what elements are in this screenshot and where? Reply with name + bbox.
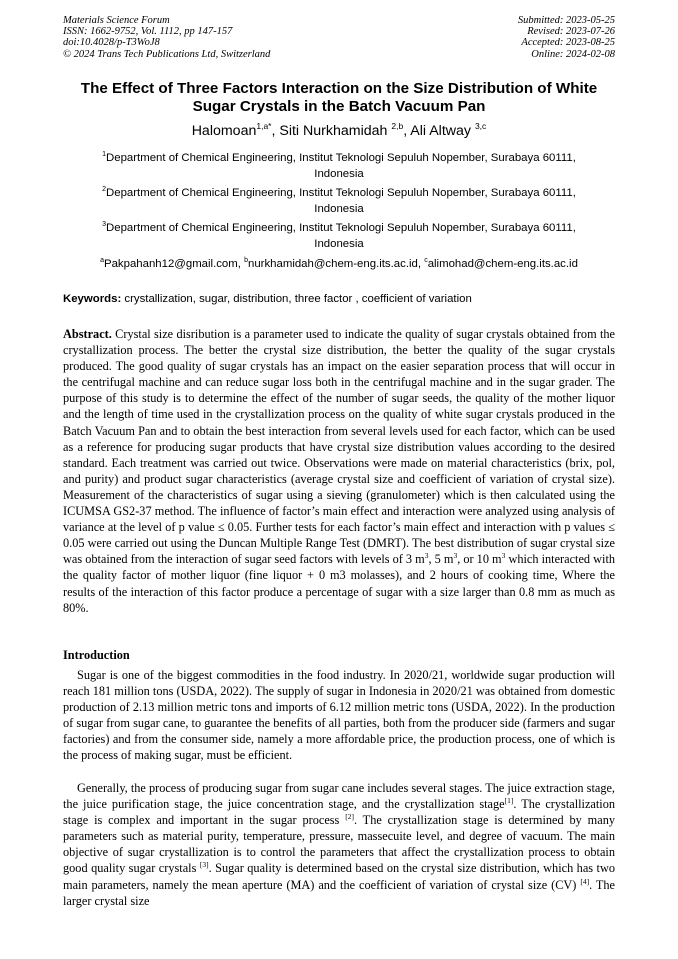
affiliation (72, 185, 606, 217)
paragraph-text: . Sugar quality is determined based on the crystal size distribution, which has two main parameters, namely the mean aperture (MA) and the coefficient of variation of crystal size (CV) (63, 861, 615, 892)
affiliation-country: Indonesia (314, 238, 364, 250)
affiliation-marker: 3 (102, 221, 107, 228)
affiliation-country: Indonesia (314, 203, 364, 215)
citation[interactable]: [3] (199, 860, 209, 870)
paragraph-text: Generally, the process of producing sugar from sugar cane includes several stages. The juice extraction stage, the juice purification stage, the juice concentration stage, and the crystallization stage (63, 781, 615, 812)
author-affiliation-marker: 2,b (391, 121, 404, 131)
paragraph-text: . The crystallization stage is complex and important in the sugar process (63, 797, 616, 828)
paragraph-text: . The crystallization stage is determined by many parameters such as material purity, temperature, pressure, massecuite level, and degree of vacuum. The main objective of sugar crystallization is to control the parameters that affect the crystallization process to obtain good quality sugar crystals (63, 813, 616, 876)
date-revised: Revised: 2023-07-26 (527, 26, 615, 38)
email-address[interactable]: Pakpahanh12@gmail.com, (103, 258, 245, 270)
keywords-text: crystallization, sugar, distribution, three factor , coefficient of variation (121, 293, 472, 305)
date-submitted: Submitted: 2023-05-25 (517, 15, 615, 26)
affiliation-country: Indonesia (314, 168, 364, 180)
citation[interactable]: [2] (345, 812, 354, 822)
email-marker: b (244, 257, 248, 264)
abstract-text: , 5 m (428, 552, 454, 567)
affiliation-marker: 1 (102, 151, 107, 158)
author-list (40, 122, 638, 140)
author-affiliation-marker: 1,a* (256, 121, 272, 131)
date-accepted: Accepted: 2023-08-25 (521, 37, 615, 49)
publication-dates (518, 15, 615, 60)
journal-info (63, 15, 270, 60)
email-address[interactable]: alimohad@chem-eng.its.ac.id (427, 258, 578, 270)
author-affiliation-marker: 3,c (474, 121, 487, 131)
author-separator: , (403, 123, 411, 139)
superscript: 3 (453, 551, 458, 561)
abstract-text: which interacted with the quality factor of mother liquor (fine liquor + 0 m3 molasses), and 2 hours of cooking time, Where the results of the interaction of this factor produce a percentage of sugar with a size larger than 0.8 mm as much as 80%. (63, 552, 616, 615)
abstract-text: Crystal size disribution is a parameter used to indicate the quality of sugar crystals obtained from the crystallization process. The better the crystal size distribution, the better the quality of the sugar crystals produced. The good quality of sugar crystals has an impact on the easier separation process that will occur in the centrifugal machine and can reduce sugar loss both in the centrifugal machine and in the sugar grader. The purpose of this study is to determine the effect of the number of sugar seeds, the quality of the mother liquor and the length of time used in the crystallization process on the quality of white sugar crystals produced in the Batch Vacuum Pan and to obtain the best interaction from several levels used for each factor, which can be used as a reference for producing sugar products that have crystal size distribution values according to the desired standard. Each treatment was carried out twice. Observations were made on material characteristics (brix, pol, and purity) and product sugar characteristics (average crystal size and coefficient of variation of crystal size). Measurement of the characteristics of sugar using a sieving (granulometer) which is then calculated using the ICUMSA GS2-37 method. The influence of factor’s main effect and interaction were analyzed using analysis of variance at the level of p value ≤ 0.05. Further tests for each factor’s main effect and interaction with p values ≤ 0.05 were carried out using the Duncan Multiple Range Test (DMRT). The best distribution of sugar crystal size was obtained from the interaction of sugar seed factors with levels of 3 m (63, 327, 615, 567)
affiliation (72, 150, 606, 182)
superscript: 3 (424, 551, 429, 561)
intro-paragraph (63, 780, 615, 909)
abstract-text: , or 10 m (457, 552, 502, 567)
journal-copyright: © 2024 Trans Tech Publications Ltd, Switzerland (63, 48, 271, 60)
citation[interactable]: [1] (504, 796, 514, 806)
paper-title (40, 80, 638, 116)
email-marker: a (100, 257, 104, 264)
date-online: Online: 2024-02-08 (531, 48, 615, 60)
email-list (40, 256, 638, 272)
affiliation-marker: 2 (102, 186, 107, 193)
keywords-label: Keywords: (63, 293, 122, 305)
affiliation-line (72, 185, 606, 201)
abstract-label: Abstract. (63, 327, 112, 341)
section-heading: Introduction (63, 648, 130, 662)
email-address[interactable]: nurkhamidah@chem-eng.its.ac.id, (248, 258, 425, 270)
paragraph-text: . The larger crystal size (63, 877, 615, 908)
journal-issn: ISSN: 1662-9752, Vol. 1112, pp 147-157 (63, 26, 233, 38)
title-line: Sugar Crystals in the Batch Vacuum Pan (192, 98, 486, 115)
journal-name: Materials Science Forum (63, 15, 170, 26)
abstract (63, 326, 615, 616)
journal-doi: doi:10.4028/p-T3WoJ8 (63, 37, 160, 49)
keywords (63, 291, 615, 307)
author-name: Ali Altway (410, 123, 475, 139)
intro-paragraph: Sugar is one of the biggest commodities in the food industry. In 2020/21, worldwide sugar production will reach 181 million tons (USDA, 2022). The supply of sugar in Indonesia in 2020/21 was obtained from domestic production of 2.13 million metric tons and imports of 6.12 million metric tons (USDA, 2022). In the production of sugar from sugar cane, to guarantee the benefits of all parties, both from the producer side (farmers and sugar factories) and from the consumer side, namely a more affordable price, the production process, one of which is the process of making sugar, must be efficient. (63, 668, 615, 763)
title-line: The Effect of Three Factors Interaction on the Size Distribution of White (80, 80, 598, 97)
affiliation-text: Department of Chemical Engineering, Institut Teknologi Sepuluh Nopember, Surabaya 60111, (106, 152, 576, 164)
affiliation-line (72, 150, 606, 166)
affiliation (72, 220, 606, 252)
citation[interactable]: [4] (580, 876, 590, 886)
author-separator: , (271, 123, 280, 139)
superscript: 3 (501, 551, 506, 561)
affiliation-line (72, 220, 606, 236)
author-name: Siti Nurkhamidah (279, 123, 392, 139)
affiliation-text: Department of Chemical Engineering, Institut Teknologi Sepuluh Nopember, Surabaya 60111, (106, 187, 576, 199)
affiliation-text: Department of Chemical Engineering, Institut Teknologi Sepuluh Nopember, Surabaya 60111, (106, 222, 576, 234)
author-name: Halomoan (191, 123, 257, 139)
email-marker: c (424, 257, 428, 264)
